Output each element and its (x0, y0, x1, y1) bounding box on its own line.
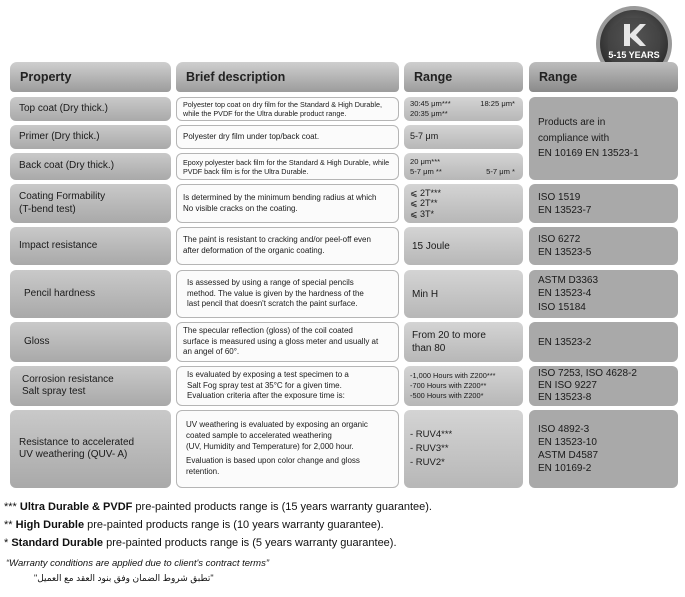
property-formability: Coating Formability (T-bend test) (10, 184, 171, 223)
range-back-coat: 20 μm*** 5-7 μm ** 5-7 μm * (404, 153, 523, 180)
description-formability: Is determined by the minimum bending radius at which No visible cracks on the coating. (176, 184, 399, 223)
warranty-conditions-arabic: "تطبق شروط الضمان وفق بنود العقد مع العميل" (34, 573, 214, 583)
property-back-coat: Back coat (Dry thick.) (10, 153, 171, 180)
standard-corrosion: ISO 7253, ISO 4628-2 EN ISO 9227 EN 13523-8 (529, 366, 678, 406)
header-range: Range (404, 62, 523, 92)
footnote-standard-durable: * Standard Durable pre-painted products range is (5 years warranty guarantee). (4, 537, 397, 549)
property-top-coat: Top coat (Dry thick.) (10, 97, 171, 121)
footnote-ultra-durable: *** Ultra Durable & PVDF pre-painted products range is (15 years warranty guarantee). (4, 501, 432, 513)
standard-coating-thickness: Products are in compliance with EN 10169 EN 13523-1 (529, 97, 678, 180)
description-pencil-hardness: Is assessed by using a range of special pencils method. The value is given by the hardness of the last pencil that doesn't scratch the paint surface. (176, 270, 399, 318)
description-back-coat: Epoxy polyester back film for the Standard & High Durable, while PVDF back film is for the Ultra Durable. (176, 153, 399, 180)
range-top-coat: 30:45 μm*** 18:25 μm* 20:35 μm** (404, 97, 523, 121)
property-gloss: Gloss (10, 322, 171, 362)
range-formability: ⩽ 2T*** ⩽ 2T** ⩽ 3T* (404, 184, 523, 223)
header-property: Property (10, 62, 171, 92)
header-description: Brief description (176, 62, 399, 92)
property-corrosion: Corrosion resistance Salt spray test (10, 366, 171, 406)
range-impact: 15 Joule (404, 227, 523, 265)
standard-uv-weathering: ISO 4892-3 EN 13523-10 ASTM D4587 EN 10169-2 (529, 410, 678, 488)
range-primer: 5-7 μm (404, 125, 523, 149)
description-primer: Polyester dry film under top/back coat. (176, 125, 399, 149)
standard-pencil-hardness: ASTM D3363 EN 13523-4 ISO 15184 (529, 270, 678, 318)
range-gloss: From 20 to more than 80 (404, 322, 523, 362)
standard-formability: ISO 1519 EN 13523-7 (529, 184, 678, 223)
description-uv-weathering: UV weathering is evaluated by exposing an organic coated sample to accelerated weathering (UV, Humidity and Temperature) for 2,000 hour. Evaluation is based upon color change and gloss retention. (176, 410, 399, 488)
description-gloss: The specular reflection (gloss) of the coil coated surface is measured using a gloss meter and usually at an angel of 60°. (176, 322, 399, 362)
footnote-high-durable: ** High Durable pre-painted products range is (10 years warranty guarantee). (4, 519, 384, 531)
description-corrosion: Is evaluated by exposing a test specimen to a Salt Fog spray test at 35°C for a given time. Evaluation criteria after the exposure time is: (176, 366, 399, 406)
badge-years-text: 5-15 YEARS (608, 50, 660, 60)
description-top-coat: Polyester top coat on dry film for the Standard & High Durable, while the PVDF for the Ultra durable product range. (176, 97, 399, 121)
property-primer: Primer (Dry thick.) (10, 125, 171, 149)
range-corrosion: -1,000 Hours with Z200*** -700 Hours with Z200** -500 Hours with Z200* (404, 366, 523, 406)
warranty-conditions-note: “Warranty conditions are applied due to client's contract terms” (6, 558, 270, 569)
range-uv-weathering: - RUV4*** - RUV3** - RUV2* (404, 410, 523, 488)
header-standard: Range (529, 62, 678, 92)
property-impact: Impact resistance (10, 227, 171, 265)
property-pencil-hardness: Pencil hardness (10, 270, 171, 318)
range-pencil-hardness: Min H (404, 270, 523, 318)
property-uv-weathering: Resistance to accelerated UV weathering (QUV- A) (10, 410, 171, 488)
standard-gloss: EN 13523-2 (529, 322, 678, 362)
standard-impact: ISO 6272 EN 13523-5 (529, 227, 678, 265)
description-impact: The paint is resistant to cracking and/or peel-off even after deformation of the organic coating. (176, 227, 399, 265)
